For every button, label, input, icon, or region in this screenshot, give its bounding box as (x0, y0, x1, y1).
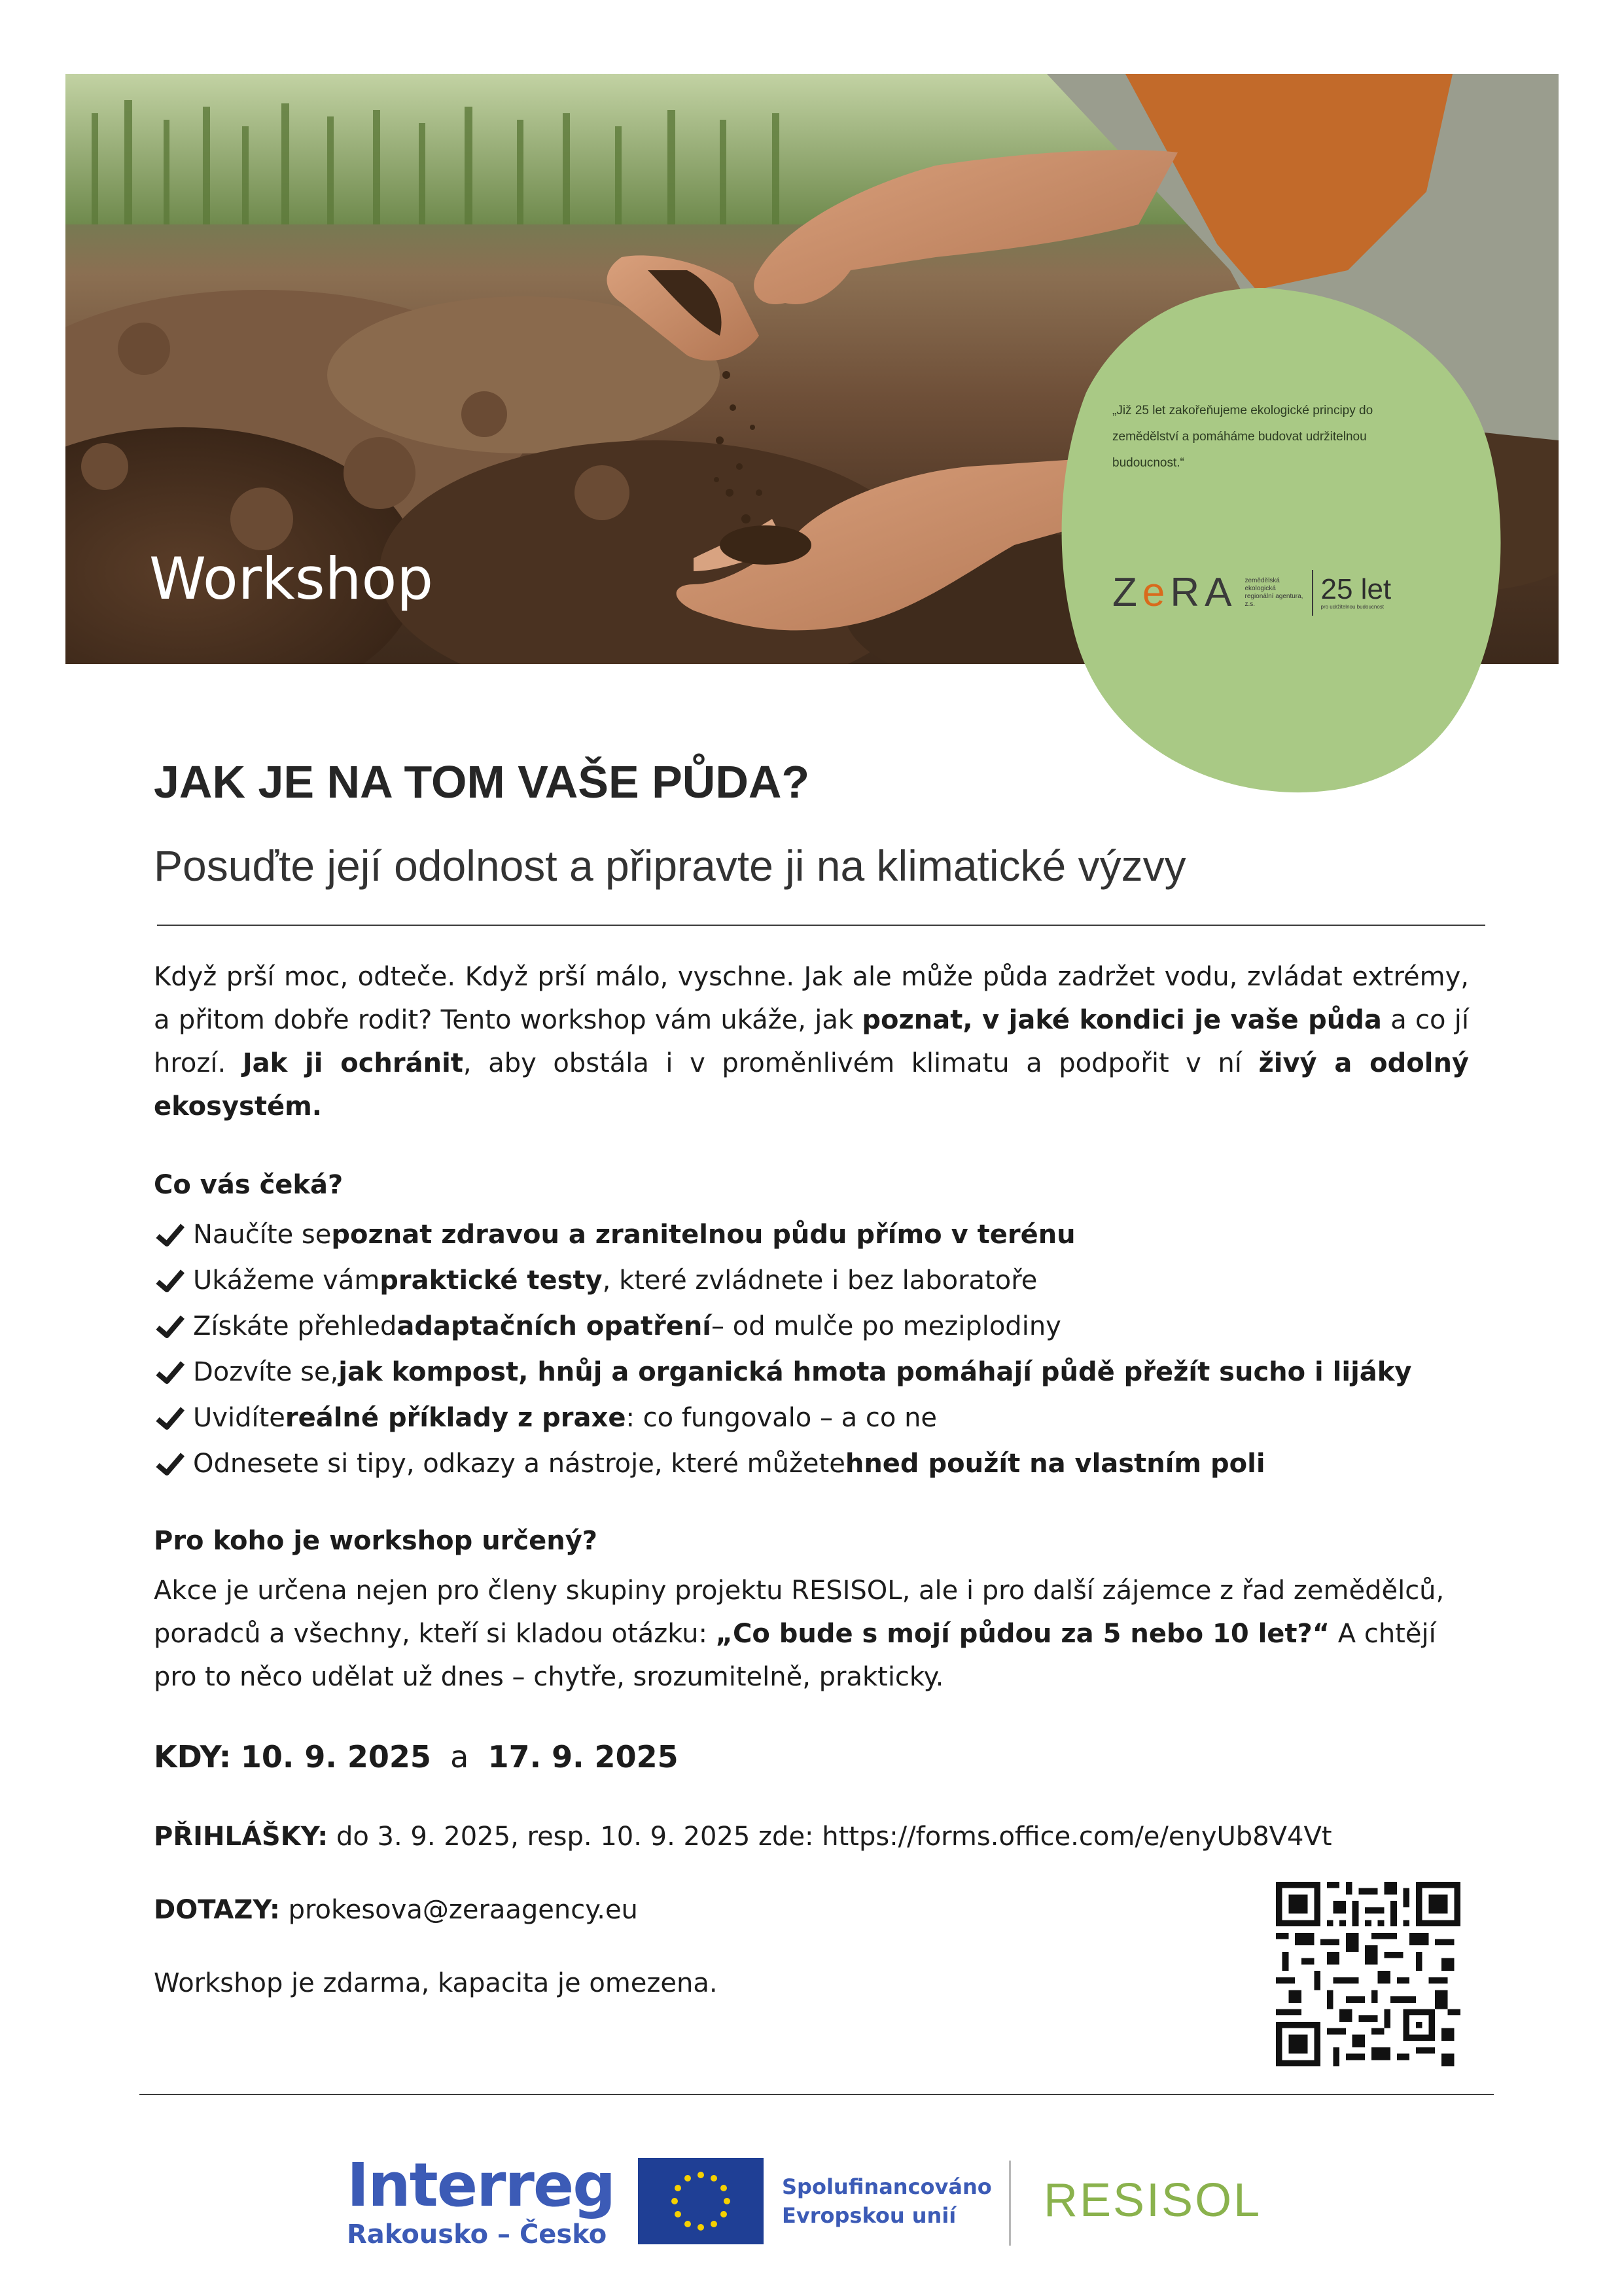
interreg-subtitle: Rakousko – Česko (347, 2219, 607, 2250)
zera-logo (1112, 569, 1391, 616)
zera-subtitle: zemědělská ekologická regionální agentura, z.s. (1244, 576, 1303, 608)
intro-paragraph: Když prší moc, odteče. Když prší málo, vyschne. Jak ale může půda zadržet vodu, zvládat extrémy, a přitom dobře rodit? Tento workshop vám ukáže, jak poznat, v jaké kondici je vaše půda a co jí hrozí. Jak ji ochránit, aby obstála i v proměnlivém klimatu a podpořit v ní živý a odolný ekosystém. (154, 962, 1469, 1122)
check-icon (154, 1449, 193, 1478)
resisol-logo: RESISOL (1044, 2174, 1262, 2227)
eu-cofunding-text: Spolufinancováno Evropskou unií (782, 2174, 992, 2228)
logo-separator (1009, 2161, 1011, 2246)
hero-label: Workshop (149, 545, 434, 612)
interreg-logo: Interreg Rakousko – Česko (347, 2150, 615, 2250)
check-icon (154, 1220, 193, 1249)
zera-years-subtitle: pro udržitelnou budoucnost (1320, 604, 1385, 610)
capacity-note: Workshop je zdarma, kapacita je omezena. (154, 1968, 718, 1998)
list-item: Získáte přehled adaptačních opatření – od mulče po meziplodiny (154, 1303, 1411, 1349)
contact-email[interactable]: prokesova@zeraagency.eu (288, 1895, 638, 1925)
list-item: Dozvíte se, jak kompost, hnůj a organická hmota pomáhají půdě přežít sucho i lijáky (154, 1349, 1411, 1395)
footer-divider (139, 2094, 1494, 2095)
quote-blob (1047, 288, 1505, 798)
audience-paragraph: Akce je určena nejen pro členy skupiny projektu RESISOL, ale i pro další zájemce z řad zemědělců, poradců a všechny, kteří si kladou otázku: „Co bude s mojí půdou za 5 nebo 10 let?“ A chtějí pro to něco udělat už dnes – chytře, srozumitelně, prakticky. (154, 1576, 1445, 1692)
list-item: Ukážeme vám praktické testy , které zvládnete i bez laboratoře (154, 1258, 1411, 1303)
list-item: Uvidíte reálné příklady z praxe : co fungovalo – a co ne (154, 1395, 1411, 1441)
check-icon (154, 1358, 193, 1386)
zera-years: 25 let (1320, 573, 1392, 605)
page-subtitle: Posuďte její odolnost a připravte ji na klimatické výzvy (154, 841, 1186, 890)
event-dates: KDY: 10. 9. 2025 a 17. 9. 2025 (154, 1739, 679, 1775)
section-heading-what-awaits: Co vás čeká? (154, 1170, 344, 1200)
zera-wordmark: ZeRA (1112, 570, 1237, 615)
list-item: Naučíte se poznat zdravou a zranitelnou půdu přímo v terénu (154, 1212, 1411, 1258)
page-title: JAK JE NA TOM VAŠE PŮDA? (154, 756, 810, 807)
section-heading-audience: Pro koho je workshop určený? (154, 1526, 597, 1556)
eu-flag-icon (638, 2158, 764, 2244)
registration-line: PŘIHLÁŠKY: do 3. 9. 2025, resp. 10. 9. 2025 zde: https://forms.office.com/e/enyUb8V4Vt (154, 1822, 1332, 1852)
benefits-list (154, 1212, 1411, 1487)
zera-divider (1312, 570, 1313, 616)
qr-code[interactable] (1276, 1882, 1460, 2066)
check-icon (154, 1266, 193, 1295)
questions-line: DOTAZY: prokesova@zeraagency.eu (154, 1895, 638, 1925)
check-icon (154, 1404, 193, 1432)
registration-link[interactable]: do 3. 9. 2025, resp. 10. 9. 2025 zde: https://forms.office.com/e/enyUb8V4Vt (336, 1822, 1332, 1852)
quote-text: „Již 25 let zakořeňujeme ekologické principy do zemědělství a pomáháme budovat udržitelnou budoucnost.“ (1112, 404, 1373, 470)
divider (157, 925, 1485, 926)
list-item: Odnesete si tipy, odkazy a nástroje, které můžete hned použít na vlastním poli (154, 1441, 1411, 1487)
check-icon (154, 1312, 193, 1341)
